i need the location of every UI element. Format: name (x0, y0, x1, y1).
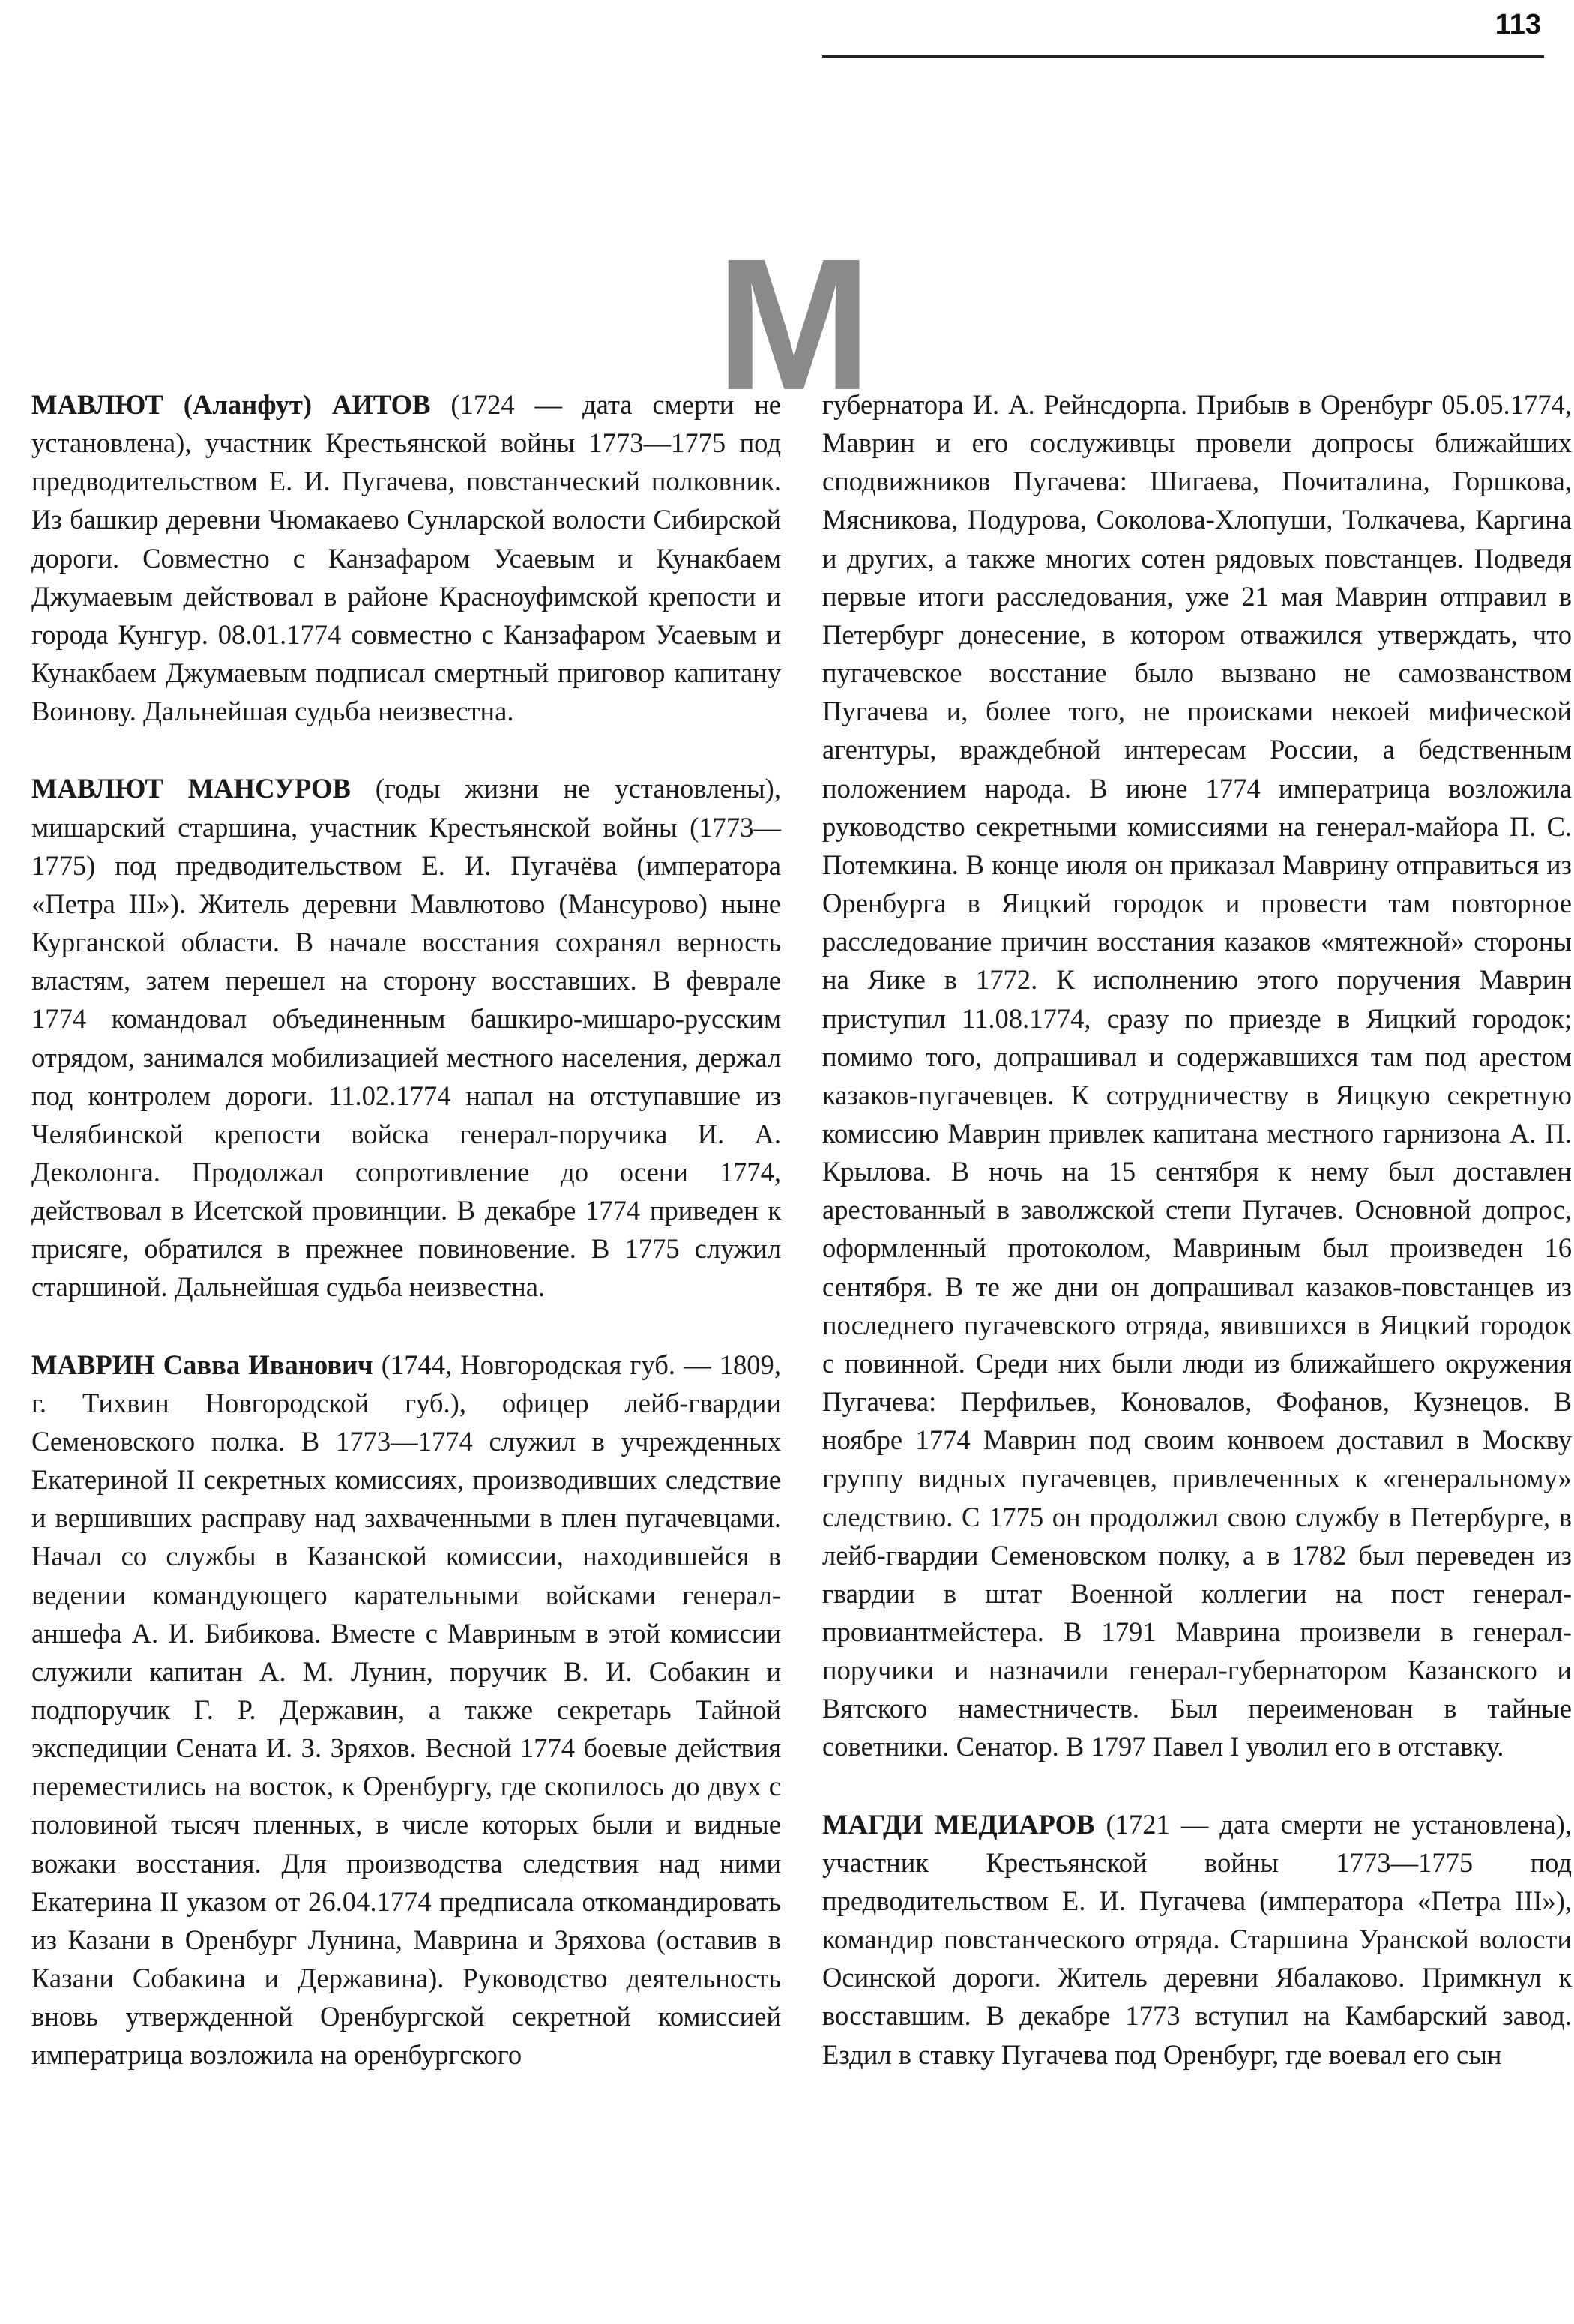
entry-heading: МАВЛЮТ (Аланфут) АИТОВ (31, 389, 431, 420)
header-rule (822, 55, 1544, 58)
entry-mavrin-continued (822, 385, 1572, 1766)
entry-body: (1744, Новгородская губ. — 1809, г. Тихвин Новгородской губ.), офицер лейб-гвардии Семеновского полка. В 1773—1774 служил в учрежденных Екатериной II секретных комиссиях, производивших следствие и вершивших расправу над захваченными в плен пугачевцами. Начал со службы в Казанской комиссии, находившейся в ведении командующего карательными войсками генерал-аншефа А. И. Бибикова. Вместе с Мавриным в этой комиссии служили капитан А. М. Лунин, поручик В. И. Собакин и подпоручик Г. Р. Державин, а также секретарь Тайной экспедиции Сената И. З. Зряхов. Весной 1774 боевые действия переместились на восток, к Оренбургу, где скопилось до двух с половиной тысяч пленных, в числе которых были и видные вожаки восстания. Для производства следствия над ними Екатерина II указом от 26.04.1774 предписала откомандировать из Казани в Оренбург Лунина, Маврина и Зряхова (оставив в Казани Собакина и Державина). Руководство деятельность вновь утвержденной Оренбургской секретной комиссией императрица возложила на оренбургского (31, 1349, 781, 2071)
entry-mavrin (31, 1346, 781, 2074)
entry-heading: МАВРИН Савва Иванович (31, 1349, 373, 1380)
entry-body: (1724 — дата смерти не установлена), участник Крестьянской войны 1773—1775 под предводительством Е. И. Пугачева, повстанческий полковник. Из башкир деревни Чюмакаево Сунларской волости Сибирской дороги. Совместно с Канзафаром Усаевым и Кунакбаем Джумаевым действовал в районе Красноуфимской крепости и города Кунгур. 08.01.1774 совместно с Канзафаром Усаевым и Кунакбаем Джумаевым подписал смертный приговор капитану Воинову. Дальнейшая судьба неизвестна. (31, 389, 782, 727)
entry-text (31, 1346, 781, 2074)
entry-text (31, 769, 781, 1306)
entry-mansurov (31, 769, 781, 1306)
entry-body: (1721 — дата смерти не установлена), участник Крестьянской войны 1773—1775 под предводительством Е. И. Пугачева (императора «Петра III»), командир повстанческого отряда. Старшина Уранской волости Осинской дороги. Житель деревни Ябалаково. Примкнул к восставшим. В декабре 1773 вступил на Камбарский завод. Ездил в ставку Пугачева под Оренбург, где воевал его сын (822, 1808, 1572, 2070)
right-column (822, 385, 1572, 2113)
page-number: 113 (1495, 9, 1541, 40)
entry-text (31, 385, 781, 730)
entry-body: (годы жизни не установлены), мишарский старшина, участник Крестьянской войны (1773—1775) под предводительством Е. И. Пугачёва (императора «Петра III»). Житель деревни Мавлютово (Мансурово) ныне Курганской области. В начале восстания сохранял верность властям, затем перешел на сторону восставших. В феврале 1774 командовал объединенным башкиро-мишаро-русским отрядом, занимался мобилизацией местного населения, держал под контролем дороги. 11.02.1774 напал на отступавшие из Челябинской крепости войска генерал-поручика И. А. Деколонга. Продолжал сопротивление до осени 1774, действовал в Исетской провинции. В декабре 1774 приведен к присяге, обратился в прежнее повиновение. В 1775 служил старшиной. Дальнейшая судьба неизвестна. (31, 773, 781, 1303)
entry-heading: МАГДИ МЕДИАРОВ (822, 1808, 1095, 1840)
entry-aitov (31, 385, 781, 730)
entry-heading: МАВЛЮТ МАНСУРОВ (31, 773, 351, 804)
left-column (31, 385, 781, 2113)
entry-body-continued: губернатора И. А. Рейнсдорпа. Прибыв в Оренбург 05.05.1774, Маврин и его сослуживцы провели допросы ближайших сподвижников Пугачева: Шигаева, Почиталина, Горшкова, Мясникова, Подурова, Соколова-Хлопуши, Толкачева, Каргина и других, а также многих сотен рядовых повстанцев. Подведя первые итоги расследования, уже 21 мая Маврин отправил в Петербург донесение, в котором отважился утверждать, что пугачевское восстание было вызвано не самозванством Пугачева и, более того, не происками некоей мифической агентуры, враждебной интересам России, а бедственным положением народа. В июне 1774 императрица возложила руководство секретными комиссиями на генерал-майора П. С. Потемкина. В конце июля он приказал Маврину отправиться из Оренбурга в Яицкий городок и провести там повторное расследование причин восстания казаков «мятежной» стороны на Яике в 1772. К исполнению этого поручения Маврин приступил 11.08.1774, сразу по приезде в Яицкий городок; помимо того, допрашивал и содержавшихся там под арестом казаков-пугачевцев. К сотрудничеству в Яицкую секретную комиссию Маврин привлек капитана местного гарнизона А. П. Крылова. В ночь на 15 сентября к нему был доставлен арестованный в заволжской степи Пугачев. Основной допрос, оформленный протоколом, Мавриным был произведен 16 сентября. В те же дни он допрашивал казаков-повстанцев из последнего пугачевского отряда, явившихся в Яицкий городок с повинной. Среди них были люди из ближайшего окружения Пугачева: Перфильев, Коновалов, Фофанов, Кузнецов. В ноябре 1774 Маврин под своим конвоем доставил в Москву группу видных пугачевцев, привлеченных к «генеральному» следствию. С 1775 он продолжил свою службу в Петербурге, в лейб-гвардии Семеновском полку, а в 1782 был переведен из гвардии в штат Военной коллегии на пост генерал-провиантмейстера. В 1791 Маврина произвели в генерал-поручики и назначили генерал-губернатором Казанского и Вятского наместничеств. Был переименован в тайные советники. Сенатор. В 1797 Павел I уволил его в отставку. (822, 389, 1572, 1762)
entry-text (822, 1805, 1572, 2074)
section-letter: М (716, 220, 868, 429)
entry-mediarov (822, 1805, 1572, 2074)
